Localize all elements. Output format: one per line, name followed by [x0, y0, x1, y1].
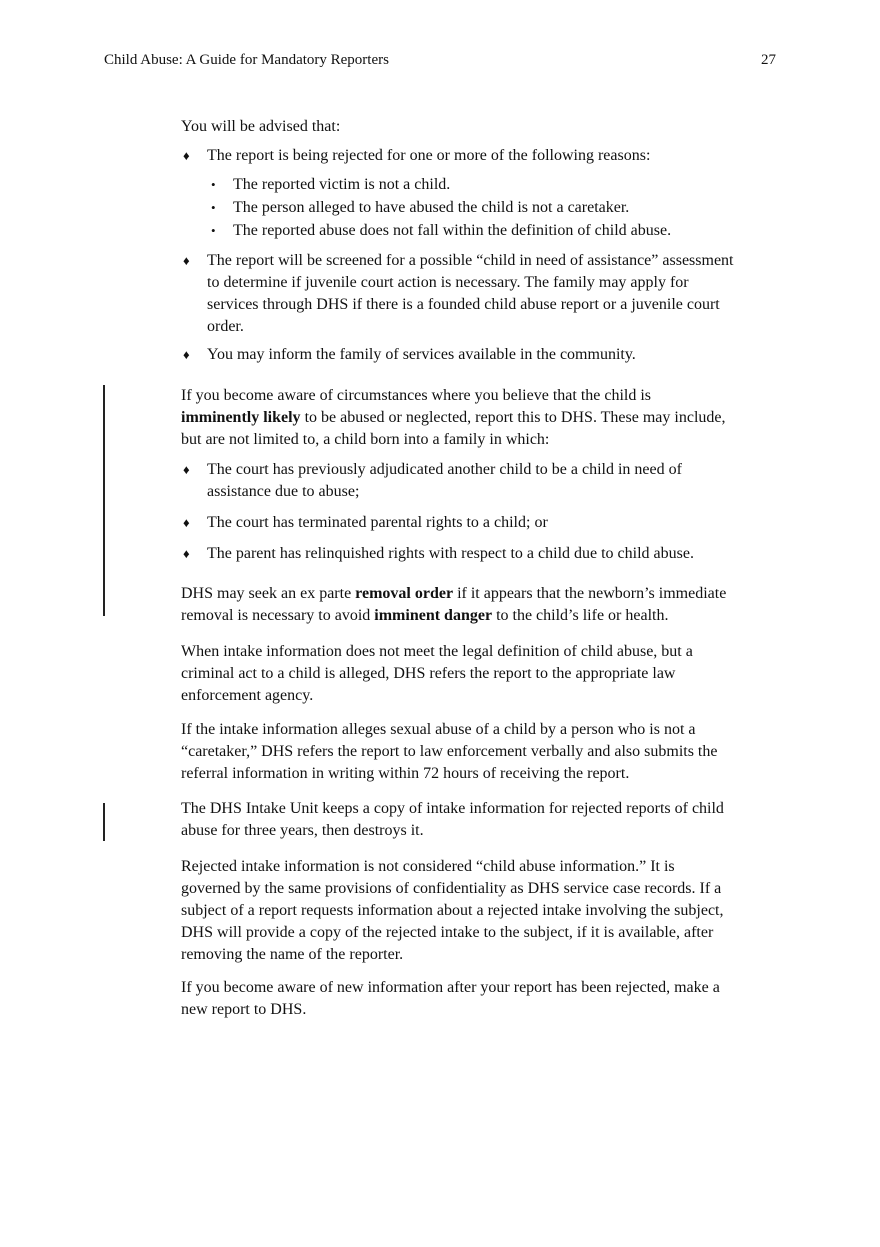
text-line	[207, 543, 694, 565]
dot-bullet-icon: •	[211, 200, 216, 215]
text-line	[181, 663, 675, 685]
change-bar	[103, 385, 105, 616]
text-segment: removing the name of the reporter.	[181, 946, 404, 963]
text-line	[207, 481, 359, 503]
text-line	[233, 197, 629, 219]
running-header-title: Child Abuse: A Guide for Mandatory Reporters	[104, 52, 389, 68]
text-segment: to determine if juvenile court action is necessary. The family may apply for	[207, 274, 689, 291]
text-line	[181, 820, 424, 842]
text-segment: new report to DHS.	[181, 1001, 307, 1018]
text-line	[181, 977, 720, 999]
text-line	[181, 641, 693, 663]
diamond-bullet-icon: ♦	[183, 546, 190, 561]
text-line	[181, 605, 668, 627]
text-line	[181, 385, 651, 407]
text-segment: services through DHS if there is a founded child abuse report or a juvenile court	[207, 296, 720, 313]
diamond-bullet-icon: ♦	[183, 253, 190, 268]
text-line	[181, 798, 724, 820]
text-segment: DHS may seek an ex parte	[181, 585, 356, 602]
text-segment: When intake information does not meet the legal definition of child abuse, but a	[181, 643, 693, 660]
text-segment: The court has previously adjudicated another child to be a child in need of	[207, 461, 682, 478]
diamond-bullet-icon: ♦	[183, 462, 190, 477]
text-segment: referral information in writing within 72 hours of receiving the report.	[181, 765, 630, 782]
text-line	[207, 250, 733, 272]
text-line	[207, 344, 636, 366]
text-segment: removal is necessary to avoid	[181, 607, 375, 624]
text-line	[181, 922, 713, 944]
text-line	[181, 583, 726, 605]
text-segment: Rejected intake information is not considered “child abuse information.” It is	[181, 858, 675, 875]
text-segment: The report is being rejected for one or more of the following reasons:	[207, 147, 651, 164]
text-segment: abuse for three years, then destroys it.	[181, 822, 424, 839]
text-segment: If you become aware of circumstances where you believe that the child is	[181, 387, 652, 404]
text-line	[181, 407, 726, 429]
change-bar	[103, 803, 105, 841]
bold-text: imminently likely	[181, 409, 301, 426]
bold-text: removal order	[355, 585, 454, 602]
text-line	[181, 116, 340, 138]
dot-bullet-icon: •	[211, 223, 216, 238]
text-segment: If the intake information alleges sexual abuse of a child by a person who is not a	[181, 721, 696, 738]
text-line	[181, 741, 717, 763]
text-line	[181, 429, 549, 451]
text-line	[181, 900, 724, 922]
text-line	[181, 685, 313, 707]
text-segment: if it appears that the newborn’s immediate	[453, 585, 727, 602]
text-segment: The reported abuse does not fall within the definition of child abuse.	[233, 222, 672, 239]
text-segment: governed by the same provisions of confidentiality as DHS service case records. If a	[181, 880, 722, 897]
page-number: 27	[761, 52, 776, 68]
text-segment: The person alleged to have abused the child is not a caretaker.	[233, 199, 630, 216]
text-segment: The reported victim is not a child.	[233, 176, 451, 193]
text-line	[207, 316, 244, 338]
text-segment: to be abused or neglected, report this to DHS. These may include,	[300, 409, 726, 426]
text-line	[181, 878, 721, 900]
text-segment: criminal act to a child is alleged, DHS refers the report to the appropriate law	[181, 665, 676, 682]
text-segment: but are not limited to, a child born into a family in which:	[181, 431, 550, 448]
text-segment: The court has terminated parental rights to a child; or	[207, 514, 548, 531]
text-segment: order.	[207, 318, 244, 335]
text-line	[181, 719, 696, 741]
text-segment: You will be advised that:	[181, 118, 341, 135]
text-line	[207, 294, 720, 316]
diamond-bullet-icon: ♦	[183, 347, 190, 362]
text-line	[233, 220, 671, 242]
text-segment: DHS will provide a copy of the rejected intake to the subject, if it is available, after	[181, 924, 714, 941]
diamond-bullet-icon: ♦	[183, 515, 190, 530]
text-line	[181, 763, 629, 785]
text-line	[233, 174, 450, 196]
text-segment: The report will be screened for a possible “child in need of assistance” assessment	[207, 252, 734, 269]
text-line	[207, 459, 682, 481]
text-segment: “caretaker,” DHS refers the report to law enforcement verbally and also submits the	[181, 743, 718, 760]
text-segment: If you become aware of new information after your report has been rejected, make a	[181, 979, 720, 996]
text-line	[207, 272, 689, 294]
text-line	[181, 944, 403, 966]
bold-text: imminent danger	[374, 607, 493, 624]
dot-bullet-icon: •	[211, 177, 216, 192]
text-segment: assistance due to abuse;	[207, 483, 360, 500]
text-segment: to the child’s life or health.	[492, 607, 669, 624]
text-line	[181, 999, 306, 1021]
text-line	[181, 856, 675, 878]
text-segment: subject of a report requests information about a rejected intake involving the subject,	[181, 902, 724, 919]
text-segment: The DHS Intake Unit keeps a copy of intake information for rejected reports of child	[181, 800, 724, 817]
text-segment: enforcement agency.	[181, 687, 314, 704]
text-line	[207, 512, 548, 534]
text-segment: The parent has relinquished rights with respect to a child due to child abuse.	[207, 545, 694, 562]
text-segment: You may inform the family of services available in the community.	[207, 346, 636, 363]
text-line	[207, 145, 650, 167]
diamond-bullet-icon: ♦	[183, 148, 190, 163]
